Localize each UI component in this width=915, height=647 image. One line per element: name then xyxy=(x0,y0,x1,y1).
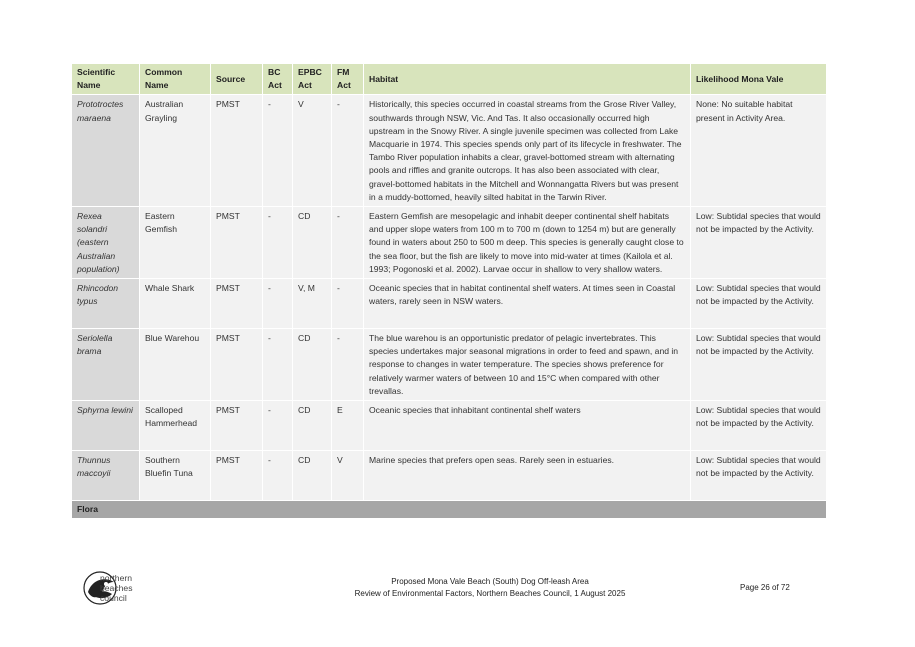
scientific-name-cell: Rexea solandri (eastern Australian population) xyxy=(72,207,140,279)
common-name-cell: Scalloped Hammerhead xyxy=(140,401,211,451)
source-cell: PMST xyxy=(211,329,263,401)
table-row xyxy=(72,329,827,401)
logo-text-line: council xyxy=(100,593,127,603)
scientific-name-cell: Prototroctes maraena xyxy=(72,95,140,207)
scientific-name-cell: Thunnus maccoyii xyxy=(72,451,140,501)
likelihood-cell: Low: Subtidal species that would not be impacted by the Activity. xyxy=(691,279,827,329)
habitat-cell: The blue warehou is an opportunistic predator of pelagic invertebrates. This species undertakes major seasonal migrations in order to feed and spawn, and in response to changes in water temperature. The species shows preference for relatively warmer waters of between 10 and 15°C when compared with other trevallas. xyxy=(364,329,691,401)
fm-act-cell: - xyxy=(332,329,364,401)
footer-title xyxy=(300,576,680,600)
habitat-cell: Marine species that prefers open seas. Rarely seen in estuaries. xyxy=(364,451,691,501)
bc-act-cell: - xyxy=(263,329,293,401)
flora-section-label: Flora xyxy=(72,501,827,519)
source-cell: PMST xyxy=(211,95,263,207)
scientific-name-cell: Seriolella brama xyxy=(72,329,140,401)
likelihood-cell: Low: Subtidal species that would not be impacted by the Activity. xyxy=(691,207,827,279)
bc-act-cell: - xyxy=(263,401,293,451)
epbc-act-cell: CD xyxy=(293,207,332,279)
fm-act-cell: - xyxy=(332,279,364,329)
epbc-act-cell: CD xyxy=(293,451,332,501)
table-row xyxy=(72,207,827,279)
fm-act-cell: - xyxy=(332,95,364,207)
col-header-source: Source xyxy=(211,64,263,95)
source-cell: PMST xyxy=(211,451,263,501)
epbc-act-cell: V xyxy=(293,95,332,207)
col-header-habitat: Habitat xyxy=(364,64,691,95)
habitat-cell: Eastern Gemfish are mesopelagic and inhabit deeper continental shelf habitats and upper slope waters from 100 m to 700 m (down to 1254 m) but are generally found in waters about 250 to 500 m deep. This species is generally caught close to the sea floor, but the fish are likely to move into mid-water at times (Kailola et al. 1993; Pogonoski et al. 2002). Larvae occur in shallow to very shallow waters. xyxy=(364,207,691,279)
bc-act-cell: - xyxy=(263,451,293,501)
likelihood-cell: None: No suitable habitat present in Activity Area. xyxy=(691,95,827,207)
bc-act-cell: - xyxy=(263,95,293,207)
common-name-cell: Southern Bluefin Tuna xyxy=(140,451,211,501)
source-cell: PMST xyxy=(211,279,263,329)
likelihood-cell: Low: Subtidal species that would not be impacted by the Activity. xyxy=(691,451,827,501)
common-name-cell: Australian Grayling xyxy=(140,95,211,207)
common-name-cell: Whale Shark xyxy=(140,279,211,329)
common-name-cell: Eastern Gemfish xyxy=(140,207,211,279)
epbc-act-cell: CD xyxy=(293,329,332,401)
flora-section-row xyxy=(72,501,827,519)
table-row xyxy=(72,95,827,207)
bc-act-cell: - xyxy=(263,279,293,329)
common-name-cell: Blue Warehou xyxy=(140,329,211,401)
fm-act-cell: V xyxy=(332,451,364,501)
council-logo-text xyxy=(100,573,133,603)
epbc-act-cell: CD xyxy=(293,401,332,451)
fm-act-cell: - xyxy=(332,207,364,279)
logo-text-line: beaches xyxy=(100,583,133,593)
col-header-fm-act: FM Act xyxy=(332,64,364,95)
bc-act-cell: - xyxy=(263,207,293,279)
table-row xyxy=(72,279,827,329)
habitat-cell: Historically, this species occurred in coastal streams from the Grose River Valley, southwards through NSW, Vic. And Tas. It also occasionally occurred high upstream in the Snowy River. A single juvenile specimen was collected from Lake Macquarie in 1974. This species spends only part of its lifecycle in freshwater. The Tambo River population inhabits a clear, gravel-bottomed stream with alternating pools and riffles and granite outcrops. It has also been associated with clear, gravel-bottomed habitats in the Mitchell and Wonnangatta Rivers but was present in a muddy-bottomed, heavily silted habitat in the Tarwin River. xyxy=(364,95,691,207)
footer-subtitle-line: Review of Environmental Factors, Northern Beaches Council, 1 August 2025 xyxy=(354,589,626,598)
likelihood-cell: Low: Subtidal species that would not be impacted by the Activity. xyxy=(691,329,827,401)
col-header-bc-act: BC Act xyxy=(263,64,293,95)
likelihood-cell: Low: Subtidal species that would not be impacted by the Activity. xyxy=(691,401,827,451)
logo-text-line: northern xyxy=(100,573,133,583)
source-cell: PMST xyxy=(211,401,263,451)
species-table xyxy=(71,63,827,519)
habitat-cell: Oceanic species that inhabitant continental shelf waters xyxy=(364,401,691,451)
table-header-row xyxy=(72,64,827,95)
col-header-likelihood: Likelihood Mona Vale xyxy=(691,64,827,95)
table-row xyxy=(72,401,827,451)
table-row xyxy=(72,451,827,501)
footer-title-line: Proposed Mona Vale Beach (South) Dog Off-leash Area xyxy=(391,577,589,586)
scientific-name-cell: Sphyrna lewini xyxy=(72,401,140,451)
habitat-cell: Oceanic species that in habitat continental shelf waters. At times seen in Coastal waters, rarely seen in NSW waters. xyxy=(364,279,691,329)
epbc-act-cell: V, M xyxy=(293,279,332,329)
col-header-common-name: Common Name xyxy=(140,64,211,95)
page-number: Page 26 of 72 xyxy=(740,583,790,592)
col-header-epbc-act: EPBC Act xyxy=(293,64,332,95)
fm-act-cell: E xyxy=(332,401,364,451)
col-header-scientific-name: Scientific Name xyxy=(72,64,140,95)
source-cell: PMST xyxy=(211,207,263,279)
scientific-name-cell: Rhincodon typus xyxy=(72,279,140,329)
